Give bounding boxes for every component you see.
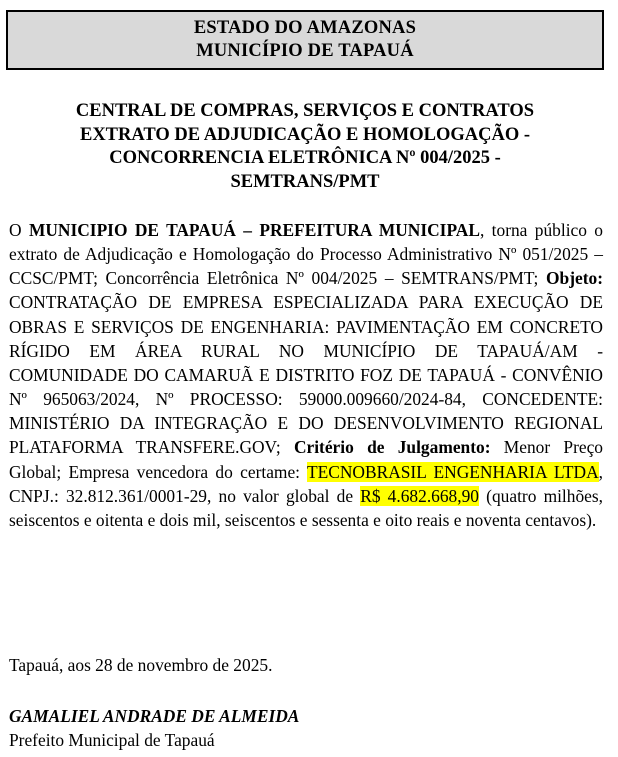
document-title	[6, 100, 604, 194]
title-line-2: EXTRATO DE ADJUDICAÇÃO E HOMOLOGAÇÃO -	[79, 124, 531, 145]
title-line-3: CONCORRENCIA ELETRÔNICA Nº 004/2025 -	[109, 148, 501, 168]
header-state: ESTADO DO AMAZONAS	[193, 18, 417, 38]
date-line: Tapauá, aos 28 de novembro de 2025.	[9, 655, 273, 675]
amount-words: (quatro milhões, seiscentos e oitenta e dois mil, seiscentos e sessenta e oito reais e noventa centavos).	[9, 485, 603, 530]
issuer-name: MUNICIPIO DE TAPAUÁ – PREFEITURA MUNICIPAL	[28, 220, 480, 240]
header-box	[6, 10, 604, 70]
signer-name: GAMALIEL ANDRADE DE ALMEIDA	[9, 706, 300, 726]
body-opening: O	[9, 220, 29, 240]
header-municipality: MUNICÍPIO DE TAPAUÁ	[196, 41, 414, 61]
object-label: Objeto:	[546, 268, 603, 289]
winner-company: TECNOBRASIL ENGENHARIA LTDA	[307, 461, 599, 482]
object-text: CONTRATAÇÃO DE EMPRESA ESPECIALIZADA PARA EXECUÇÃO DE OBRAS E SERVIÇOS DE ENGENHARIA: PAVIMENTAÇÃO EM CONCRETO RÍGIDO EM ÁREA RURAL NO MUNICÍPIO DE TAPAUÁ/AM - COMUNIDADE DO CAMARUÃ E DISTRITO FOZ DE TAPAUÁ - CONVÊNIO Nº 965063/2024, Nº PROCESSO: 59000.009660/2024-84, CONCEDENTE: MINISTÉRIO DA INTEGRAÇÃO E DO DESENVOLVIMENTO REGIONAL PLATAFORMA TRANSFERE.GOV;	[9, 292, 603, 458]
title-line-1: CENTRAL DE COMPRAS, SERVIÇOS E CONTRATOS	[75, 101, 535, 121]
criteria-text: Menor Preço Global; Empresa vencedora do certame:	[9, 437, 603, 482]
signer-role: Prefeito Municipal de Tapauá	[9, 730, 215, 750]
contract-amount: R$ 4.682.668,90	[360, 485, 479, 506]
cnpj-text: , CNPJ.: 32.812.361/0001-29, no valor global de	[9, 461, 604, 506]
body-paragraph	[9, 218, 603, 532]
title-line-4: SEMTRANS/PMT	[230, 171, 380, 192]
body-intro: , torna público o extrato de Adjudicação e Homologação do Processo Administrativo Nº 051/2025 – CCSC/PMT; Concorrência Eletrônica Nº 004/2025 – SEMTRANS/PMT;	[9, 220, 603, 289]
criteria-label: Critério de Julgamento:	[293, 437, 491, 458]
